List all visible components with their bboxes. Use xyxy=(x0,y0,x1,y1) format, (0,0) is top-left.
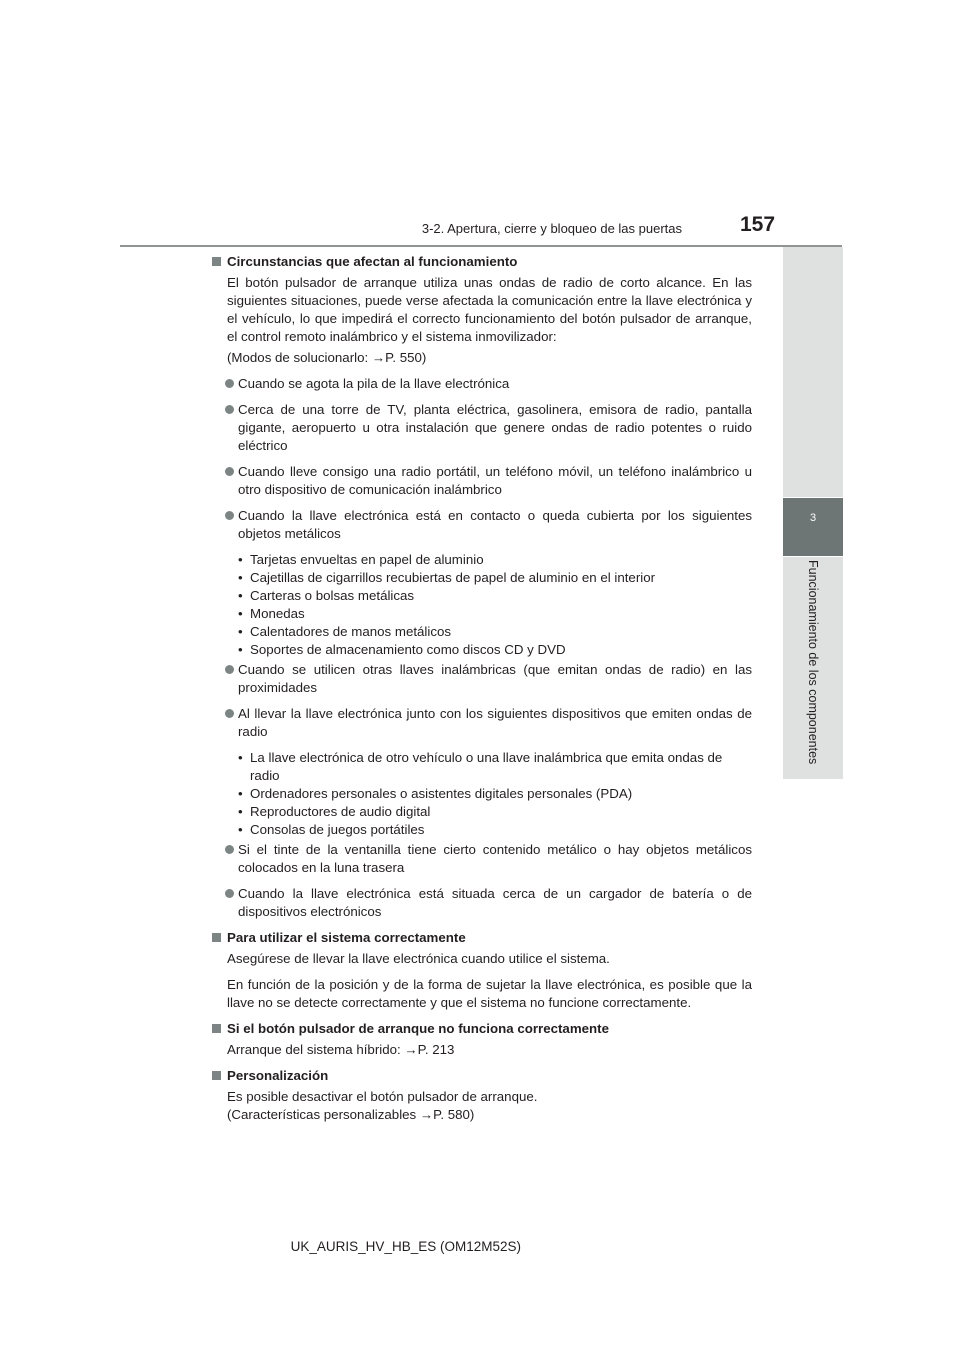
circle-icon xyxy=(225,511,234,520)
header-rule xyxy=(120,245,842,247)
circle-icon xyxy=(225,405,234,414)
list-item: Cerca de una torre de TV, planta eléctrica, gasolinera, emisora de radio, pantalla gigante, aeropuerto u otra instalación que genere ondas de radio potentes o ruido eléctrico xyxy=(210,401,752,455)
list-item: Al llevar la llave electrónica junto con los siguientes dispositivos que emiten ondas de radio xyxy=(210,705,752,741)
page-number: 157 xyxy=(740,213,776,236)
paragraph: (Características personalizables →P. 580) xyxy=(227,1107,475,1122)
side-tab-active xyxy=(783,498,843,556)
paragraph: Arranque del sistema híbrido: →P. 213 xyxy=(227,1042,455,1057)
sub-item: • Reproductores de audio digital xyxy=(238,804,431,819)
square-icon xyxy=(212,1071,221,1080)
paragraph: En función de la posición y de la forma de sujetar la llave electrónica, es posible que la llave no se detecte correctamente y que el sistema no funcione correctamente. xyxy=(227,977,752,1010)
sub-item: • Tarjetas envueltas en papel de aluminio xyxy=(238,552,484,567)
paragraph: Asegúrese de llevar la llave electrónica cuando utilice el sistema. xyxy=(227,951,610,966)
sub-item: • La llave electrónica de otro vehículo o una llave inalámbrica que emita ondas de radio xyxy=(238,750,723,783)
square-icon xyxy=(212,257,221,266)
radio-devices-list xyxy=(210,749,752,839)
list-item: Cuando lleve consigo una radio portátil, un teléfono móvil, un teléfono inalámbrico u otro dispositivo de comunicación inalámbrico xyxy=(210,463,752,499)
sub-item: • Ordenadores personales o asistentes digitales personales (PDA) xyxy=(238,786,633,801)
paragraph: Es posible desactivar el botón pulsador de arranque. xyxy=(227,1089,538,1104)
list-item: Cuando la llave electrónica está en contacto o queda cubierta por los siguientes objetos metálicos xyxy=(210,507,752,543)
section-heading: Para utilizar el sistema correctamente xyxy=(210,929,752,947)
circle-icon xyxy=(225,467,234,476)
circle-icon xyxy=(225,709,234,718)
metal-objects-list xyxy=(210,551,752,659)
page-content xyxy=(210,253,752,1132)
sub-item: • Monedas xyxy=(238,606,305,621)
section-heading: Si el botón pulsador de arranque no funciona correctamente xyxy=(210,1020,752,1038)
side-tab-upper xyxy=(783,247,843,497)
list-item: Cuando se agota la pila de la llave electrónica xyxy=(210,375,752,393)
list-item: Si el tinte de la ventanilla tiene cierto contenido metálico o hay objetos metálicos colocados en la luna trasera xyxy=(210,841,752,877)
square-icon xyxy=(212,1024,221,1033)
sub-item: • Soportes de almacenamiento como discos CD y DVD xyxy=(238,642,566,657)
square-icon xyxy=(212,933,221,942)
sub-item: • Cajetillas de cigarrillos recubiertas de papel de aluminio en el interior xyxy=(238,570,656,585)
footer-doc-code: UK_AURIS_HV_HB_ES (OM12M52S) xyxy=(290,1239,521,1254)
chapter-number: 3 xyxy=(809,512,817,524)
circle-icon xyxy=(225,665,234,674)
sub-item: • Calentadores de manos metálicos xyxy=(238,624,452,639)
sub-item: • Consolas de juegos portátiles xyxy=(238,822,425,837)
sub-item: • Carteras o bolsas metálicas xyxy=(238,588,415,603)
section-heading: Circunstancias que afectan al funcionamiento xyxy=(210,253,752,271)
chapter-title: Funcionamiento de los componentes xyxy=(806,560,820,765)
section-heading: Personalización xyxy=(210,1067,752,1085)
circle-icon xyxy=(225,379,234,388)
circle-icon xyxy=(225,889,234,898)
circle-icon xyxy=(225,845,234,854)
reference: (Modos de solucionarlo: →P. 550) xyxy=(227,350,427,365)
header-section-title: 3-2. Apertura, cierre y bloqueo de las puertas xyxy=(421,221,682,236)
paragraph: El botón pulsador de arranque utiliza unas ondas de radio de corto alcance. En las siguientes situaciones, puede verse afectada la comunicación entre la llave electrónica y el vehículo, lo que impedirá el correcto funcionamiento del botón pulsador de arranque, el control remoto inalámbrico y el sistema inmovilizador: xyxy=(227,275,752,344)
list-item: Cuando la llave electrónica está situada cerca de un cargador de batería o de dispositivos electrónicos xyxy=(210,885,752,921)
list-item: Cuando se utilicen otras llaves inalámbricas (que emitan ondas de radio) en las proximidades xyxy=(210,661,752,697)
